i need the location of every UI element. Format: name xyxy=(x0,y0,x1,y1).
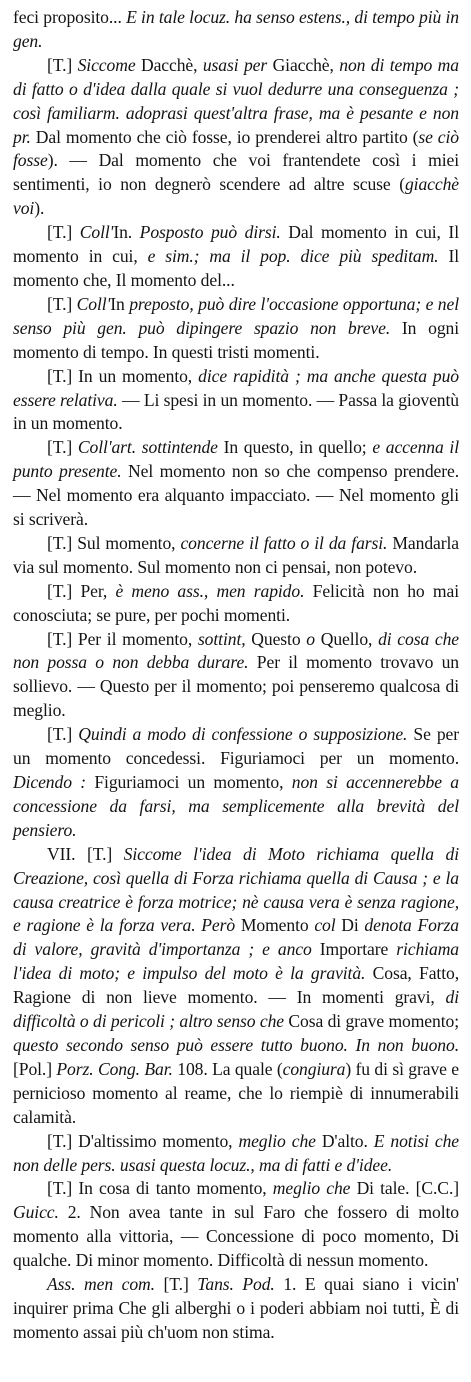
italic-text: Porz. Cong. Bar. xyxy=(56,1058,178,1079)
paragraph xyxy=(13,54,459,221)
italic-text: o xyxy=(306,628,321,649)
roman-text: 2. Non avea tante in sul Faro che fossero di molto momento alla vittoria, — Concessione di poco momento, Di qualche. Di minor momento. Difficoltà di nessun momento. xyxy=(13,1202,459,1271)
roman-text: 108. La quale ( xyxy=(177,1058,283,1079)
italic-text: E notisi che non delle pers. usasi questa locuz., ma di fatti e d'idee. xyxy=(13,1130,459,1175)
roman-text: Per il momento trovavo un sollievo. — Questo per il momento; poi penseremo qualcosa di meglio. xyxy=(13,652,459,721)
italic-text: Quindi a modo di confessione o supposizione. xyxy=(78,724,414,745)
italic-text: Siccome xyxy=(77,54,141,75)
roman-text: Dal momento che ciò fosse, io prenderei altro partito ( xyxy=(35,126,419,147)
roman-text: [Pol.] xyxy=(13,1058,57,1079)
paragraph xyxy=(13,221,459,293)
italic-text: dice rapidità ; ma anche questa può essere relativa. xyxy=(13,365,459,410)
roman-text: Felicità non ho mai conosciuta; se pure, per pochi momenti. xyxy=(13,580,459,625)
roman-text: Cosa di grave momento; xyxy=(288,1011,459,1032)
italic-text: e sim.; ma il pop. dice più speditam. xyxy=(147,246,449,267)
roman-text: In un momento, xyxy=(78,365,199,386)
italic-text: di cosa che non possa o non debba durare. xyxy=(13,628,460,673)
roman-text: D'alto. xyxy=(321,1130,374,1151)
roman-text: [T.] xyxy=(47,293,77,314)
roman-text: In xyxy=(110,293,130,314)
roman-text: feci proposito... xyxy=(13,7,127,27)
italic-text: richiama l'idea di moto; e impulso del moto è la gravità. xyxy=(13,939,459,984)
italic-text: Coll' xyxy=(76,293,111,314)
italic-text: col xyxy=(314,915,342,936)
roman-text: Dacchè, xyxy=(140,54,203,75)
italic-text: Guicc. xyxy=(13,1202,68,1223)
italic-text: Coll' xyxy=(79,222,114,243)
roman-text: In questo, in quello; xyxy=(223,437,373,458)
roman-text: Momento xyxy=(240,915,315,936)
paragraph xyxy=(13,293,459,365)
italic-text: Dicendo : xyxy=(13,772,95,792)
roman-text: [T.] xyxy=(47,532,78,553)
paragraph xyxy=(13,843,459,1130)
italic-text: Coll'art. sottintende xyxy=(77,437,224,458)
roman-text: In ogni momento di tempo. In questi tristi momenti. xyxy=(13,317,459,362)
italic-text: e accenna il punto presente. xyxy=(13,437,459,482)
roman-text: Questo xyxy=(251,628,307,649)
italic-text: Ass. men com. xyxy=(47,1274,164,1295)
italic-text: giacchè voi xyxy=(13,174,459,219)
roman-text: Sul momento, xyxy=(77,532,181,553)
paragraph xyxy=(13,436,459,532)
roman-text: Per, xyxy=(80,580,116,601)
roman-text: Mandarla via sul momento. Sul momento non ci pensai, non potevo. xyxy=(13,532,459,577)
italic-text: questo secondo senso può essere tutto buono. In non buono. xyxy=(13,1034,459,1055)
roman-text: Giacchè, xyxy=(272,54,340,75)
roman-text: Il momento che, Il momento del... xyxy=(13,246,459,290)
italic-text: concerne il fatto o il da farsi. xyxy=(180,532,393,553)
roman-text: — Li spesi in un momento. — Passa la gioventù in un momento. xyxy=(13,389,459,434)
paragraph xyxy=(13,628,459,724)
roman-text: [T.] xyxy=(47,1130,79,1151)
italic-text: è meno ass., men rapido. xyxy=(115,580,313,601)
roman-text: Quello, xyxy=(320,628,379,649)
italic-text: Siccome l'idea di Moto richiama quella di Creazione, così quella di Forza richiama quella di Causa ; e la causa creatrice è forza motrice; nè causa vera è senza ragione, e ragione è la forza vera. Però xyxy=(13,843,459,936)
roman-text: [T.] xyxy=(47,365,79,386)
roman-text: VII. [T.] xyxy=(47,843,124,864)
roman-text: [T.] xyxy=(47,1178,79,1199)
roman-text: In cosa di tanto momento, xyxy=(78,1178,273,1199)
roman-text: [T.] xyxy=(47,724,79,745)
roman-text: Di xyxy=(341,915,365,936)
roman-text: Cosa, Fatto, Ragione di non lieve momento. — In momenti gravi, xyxy=(13,963,459,1008)
paragraph xyxy=(13,532,459,580)
italic-text: Posposto può dirsi. xyxy=(139,222,289,243)
italic-text: se ciò fosse xyxy=(13,126,459,171)
roman-text: ). — Dal momento che voi frantendete così i miei sentimenti, io non degnerò scendere ad altre scuse ( xyxy=(13,150,459,195)
paragraph xyxy=(13,1177,459,1273)
paragraph xyxy=(13,365,459,437)
roman-text: ) fu di sì grave e pernicioso momento al reame, che lo riempiè di innumerabili calamità. xyxy=(13,1058,459,1127)
italic-text: di difficoltà o di pericoli ; altro senso che xyxy=(13,987,459,1032)
roman-text: Nel momento non so che compenso prendere. — Nel momento era alquanto impacciato. — Nel momento gli si scriverà. xyxy=(13,461,459,530)
italic-text: sottint, xyxy=(197,628,252,649)
paragraph xyxy=(13,580,459,628)
roman-text: D'altissimo momento, xyxy=(78,1130,239,1151)
italic-text: usasi per xyxy=(202,54,273,75)
roman-text: ). xyxy=(34,198,45,219)
roman-text: Se per un momento concedessi. Figuriamoci per un momento. xyxy=(13,724,459,769)
paragraph xyxy=(13,1273,459,1345)
italic-text: denota Forza di valore, gravità d'importanza ; e anco xyxy=(13,915,459,960)
italic-text: congiura xyxy=(282,1058,346,1079)
italic-text: meglio che xyxy=(238,1130,322,1151)
italic-text: E in tale locuz. ha senso estens., di tempo più in gen. xyxy=(13,7,459,51)
italic-text: non di tempo ma di fatto o d'idea dalla quale si vuol dedurre una conseguenza ; così familiarm. adoprasi quest'altra frase, ma è pesante e non pr. xyxy=(13,54,459,147)
roman-text: 1. E quai siano i vicin' inquirer prima Che gli alberghi o i poderi abbiam noi tutti, È di momento assai più ch'uom non stima. xyxy=(13,1274,459,1342)
roman-text: [T.] xyxy=(47,628,78,649)
roman-text: Figuriamoci un momento, xyxy=(94,772,292,792)
roman-text: Di tale. [C.C.] xyxy=(356,1178,459,1199)
roman-text: [T.] xyxy=(47,437,78,458)
italic-text: Tans. Pod. xyxy=(197,1274,284,1295)
roman-text: [T.] xyxy=(47,580,81,601)
roman-text: Importare xyxy=(319,939,397,960)
paragraph xyxy=(13,723,459,843)
roman-text: In. xyxy=(113,222,140,243)
roman-text: [T.] xyxy=(163,1274,198,1295)
italic-text: meglio che xyxy=(272,1178,357,1199)
roman-text: [T.] xyxy=(47,54,78,75)
italic-text: preposto, può dire l'occasione opportuna; e nel senso più gen. può dipingere spazio non breve. xyxy=(13,293,459,338)
italic-text: non si accennerebbe a concessione da farsi, ma semplicemente alla brevità del pensiero. xyxy=(13,772,459,840)
roman-text: Per il momento, xyxy=(77,628,198,649)
roman-text: Dal momento in cui, Il momento in cui, xyxy=(13,222,459,267)
paragraph xyxy=(13,1130,459,1178)
roman-text: [T.] xyxy=(47,222,80,243)
paragraph xyxy=(13,6,459,54)
